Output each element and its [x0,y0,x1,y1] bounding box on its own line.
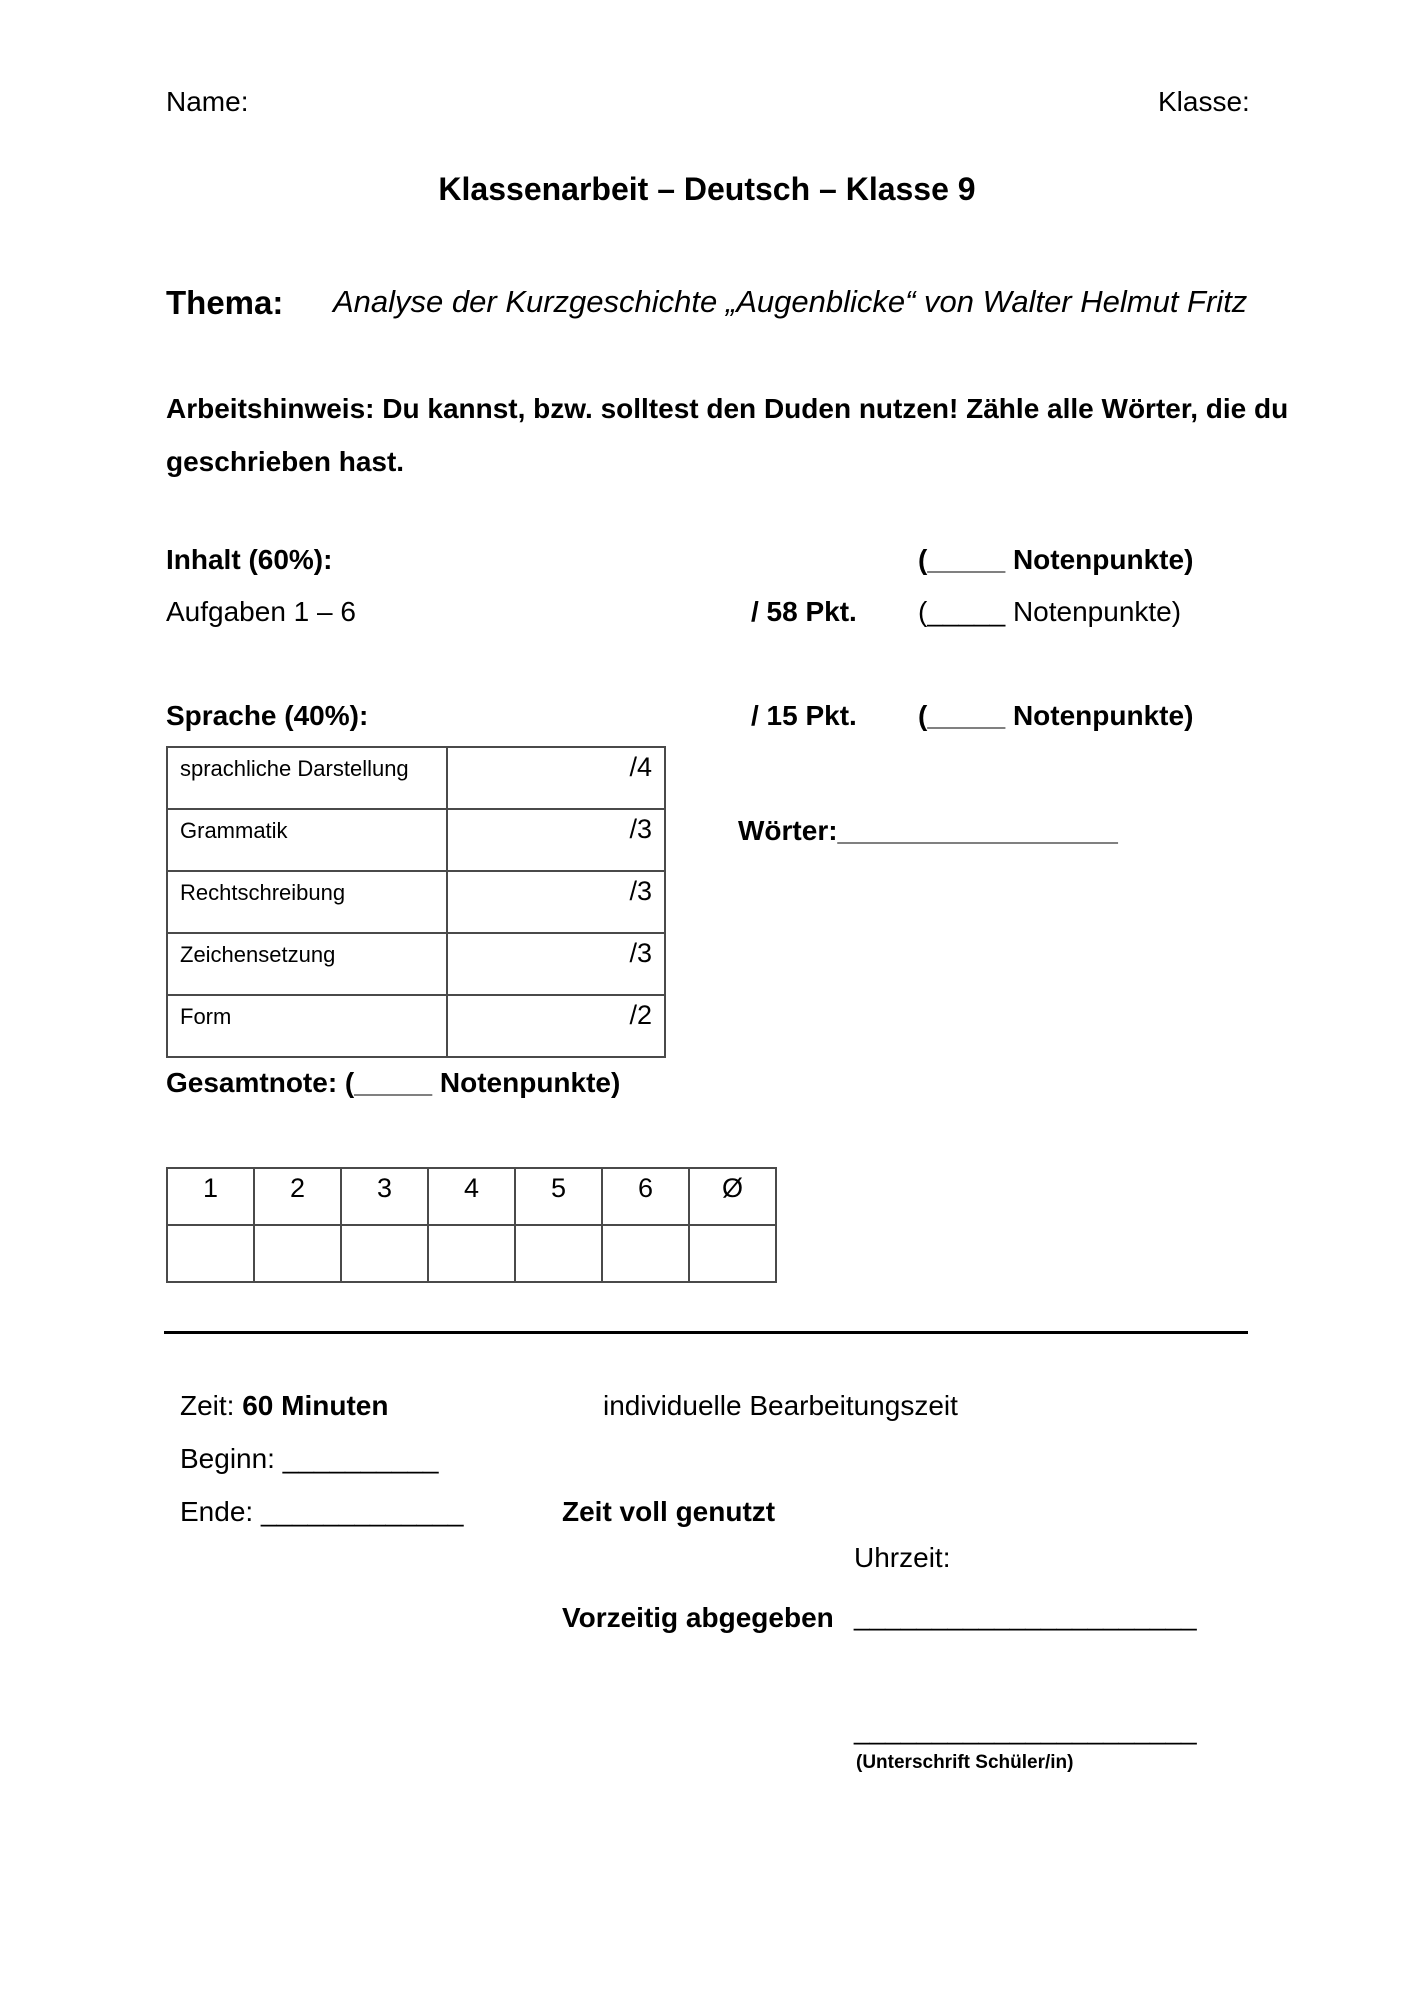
total-grade: Gesamtnote: (_____ Notenpunkte) [166,1067,621,1098]
signature-field[interactable]: ______________________ [854,1714,1197,1745]
language-heading: Sprache (40%): [166,700,369,731]
language-table [166,746,666,1058]
end-field[interactable]: Ende: _____________ [180,1496,464,1527]
grade-header: 3 [341,1168,428,1225]
grade-distribution-table [166,1167,777,1283]
grade-header: 6 [602,1168,689,1225]
name-label: Name: [166,86,249,117]
language-points: (_____ Notenpunkte) [918,700,1194,731]
class-label: Klasse: [1158,86,1250,117]
grade-header: 1 [167,1168,254,1225]
clock-label: Uhrzeit: [854,1542,951,1573]
grade-count-cell[interactable] [515,1225,602,1282]
start-field[interactable]: Beginn: __________ [180,1443,439,1474]
time-info [180,1390,388,1422]
tasks-label: Aufgaben 1 – 6 [166,596,356,627]
early-submission-label: Vorzeitig abgegeben [562,1602,834,1633]
criterion-label: sprachliche Darstellung [167,747,447,809]
content-heading: Inhalt (60%): [166,544,333,575]
grade-header: 4 [428,1168,515,1225]
clock-field[interactable]: ______________________ [854,1600,1197,1631]
individual-time-label: individuelle Bearbeitungszeit [603,1390,958,1421]
page-title: Klassenarbeit – Deutsch – Klasse 9 [438,171,976,207]
table-row [167,1225,776,1282]
grade-count-cell[interactable] [689,1225,776,1282]
grade-count-cell[interactable] [167,1225,254,1282]
grade-header: 5 [515,1168,602,1225]
topic-text: Analyse der Kurzgeschichte „Augenblicke“ von Walter Helmut Fritz [333,284,1248,319]
criterion-label: Rechtschreibung [167,871,447,933]
topic-label: Thema: [166,284,284,321]
criterion-max: /3 [447,871,665,933]
instruction-line-2: geschrieben hast. [166,446,405,477]
table-row [167,871,665,933]
grade-header: 2 [254,1168,341,1225]
grade-count-cell[interactable] [341,1225,428,1282]
grade-count-cell[interactable] [428,1225,515,1282]
table-row [167,995,665,1057]
criterion-label: Zeichensetzung [167,933,447,995]
tasks-points: (_____ Notenpunkte) [918,596,1182,627]
table-row [167,809,665,871]
criterion-max: /3 [447,933,665,995]
language-score: / 15 Pkt. [751,700,857,731]
criterion-max: /4 [447,747,665,809]
divider [164,1331,1248,1334]
table-row [167,747,665,809]
grade-count-cell[interactable] [254,1225,341,1282]
time-value: 60 Minuten [242,1390,389,1421]
criterion-label: Grammatik [167,809,447,871]
tasks-score: / 58 Pkt. [751,596,857,627]
grade-header: Ø [689,1168,776,1225]
time-used-label: Zeit voll genutzt [562,1496,776,1527]
content-points: (_____ Notenpunkte) [918,544,1194,575]
signature-caption: (Unterschrift Schüler/in) [856,1752,1074,1773]
table-row [167,933,665,995]
instruction-line-1: Arbeitshinweis: Du kannst, bzw. solltest den Duden nutzen! Zähle alle Wörter, die du [166,393,1289,424]
time-label: Zeit: [180,1390,243,1421]
word-count-field[interactable]: Wörter:__________________ [738,815,1118,846]
criterion-max: /2 [447,995,665,1057]
grade-count-cell[interactable] [602,1225,689,1282]
criterion-label: Form [167,995,447,1057]
table-row [167,1168,776,1225]
criterion-max: /3 [447,809,665,871]
